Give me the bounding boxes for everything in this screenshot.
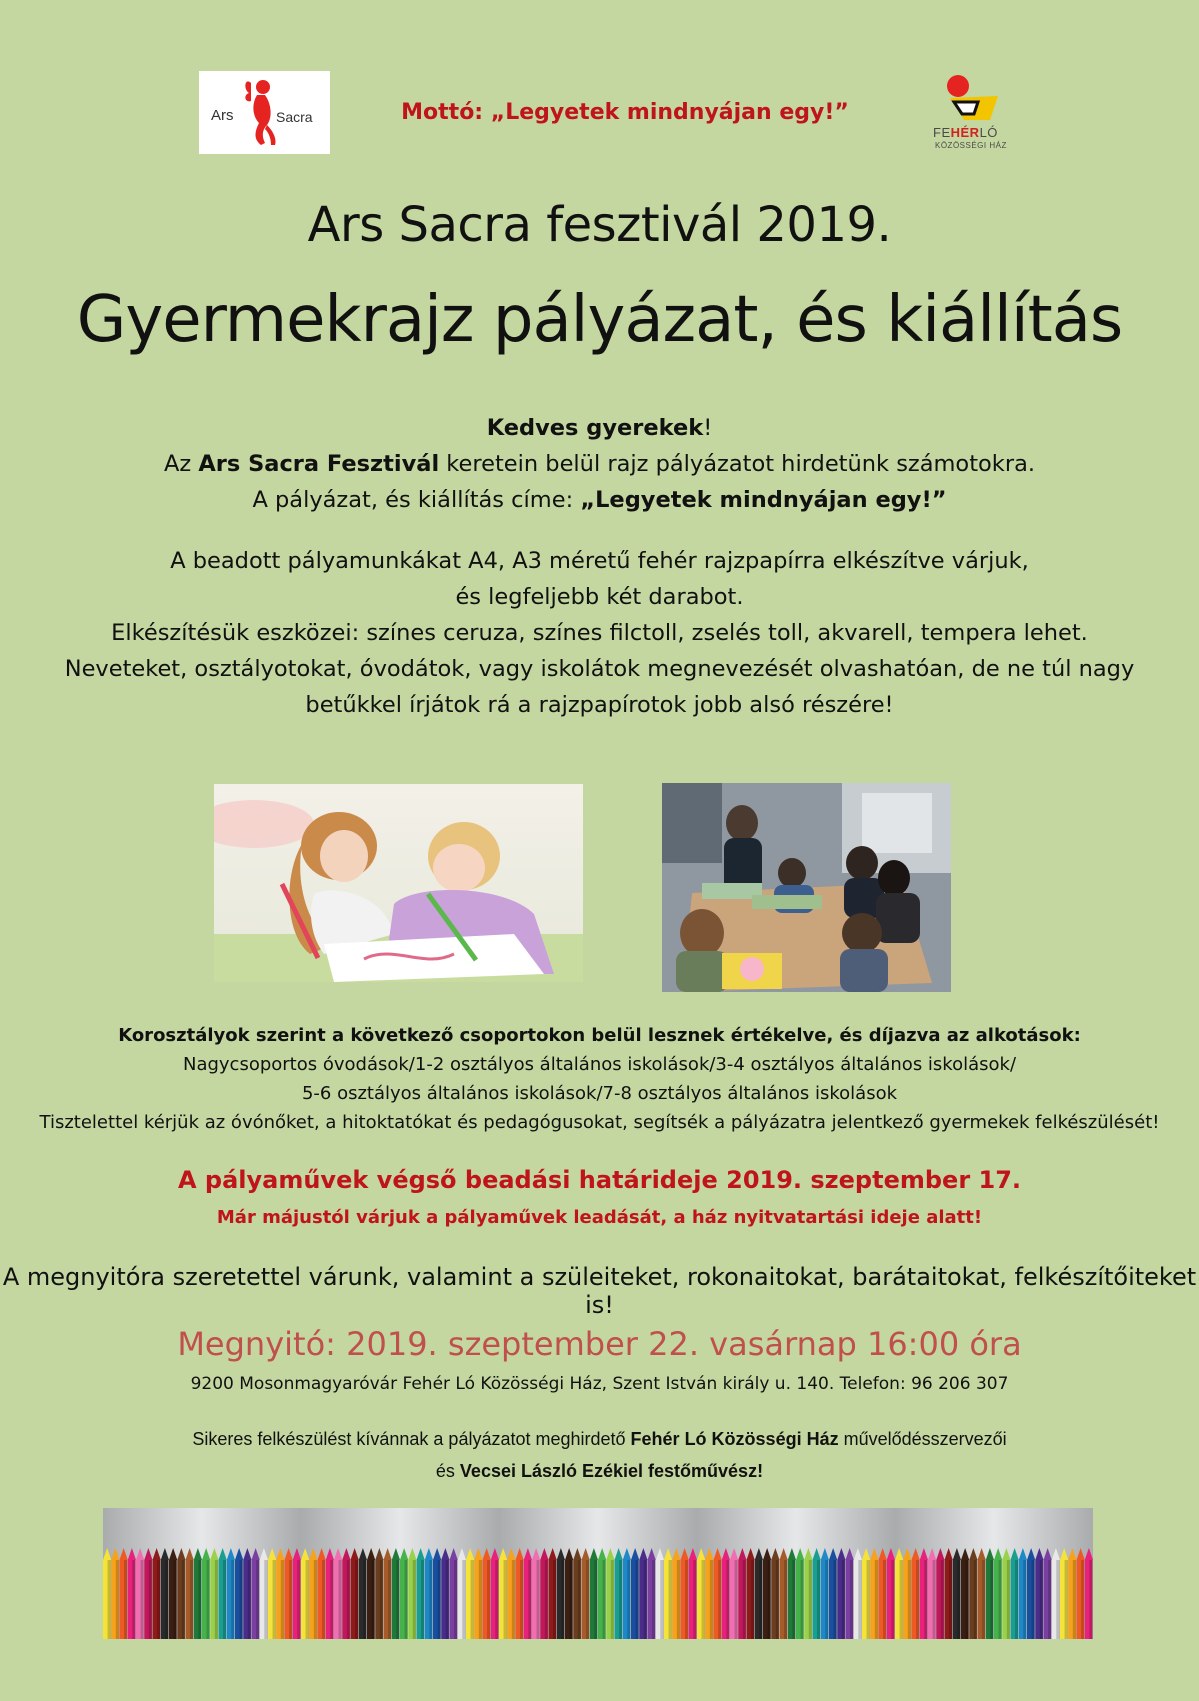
ars-sacra-logo [199,71,330,154]
age-groups-heading: Korosztályok szerint a következő csoportokon belül lesznek értékelve, és díjazva az alkotások: [118,1025,1081,1046]
angel-icon [241,75,281,149]
detail-line: betűkkel írjátok rá a rajzpapírotok jobb alsó részére! [305,692,894,718]
intro-line-2: Az Ars Sacra Fesztivál keretein belül rajz pályázatot hirdetünk számotokra. [163,451,1036,477]
children-drawing-photo [214,784,583,982]
opening-date: Megnyitó: 2019. szeptember 22. vasárnap 16:00 óra [177,1325,1022,1363]
greeting-line: Kedves gyerekek! [486,415,713,441]
feher-lo-logo [920,74,1030,158]
venue-address: 9200 Mosonmagyaróvár Fehér Ló Közösségi Ház, Szent István király u. 140. Telefon: 96 206 307 [190,1374,1009,1394]
contest-title: Gyermekrajz pályázat, és kiállítás [76,283,1123,357]
closing-line-2: és Vecsei László Ezékiel festőművész! [435,1461,764,1481]
festival-title: Ars Sacra fesztivál 2019. [307,197,892,253]
detail-line: Neveteket, osztályotokat, óvodátok, vagy iskolátok megnevezését olvashatóan, de ne túl nagy [64,656,1135,682]
logo-left-word2: Sacra [276,109,313,125]
feher-lo-subtitle: KÖZÖSSÉGI HÁZ [935,141,1007,150]
teacher-request: Tisztelettel kérjük az óvónőket, a hitoktatókat és pedagógusokat, segítsék a pályázatra jelentkező gyermekek felkészülését! [39,1112,1160,1133]
colored-pencils-banner [103,1508,1093,1639]
deadline-sub: Már májustól várjuk a pályaművek leadását, a ház nyitvatartási ideje alatt! [216,1207,983,1228]
detail-line: és legfeljebb két darabot. [455,584,744,610]
deadline-main: A pályaművek végső beadási határideje 2019. szeptember 17. [177,1166,1022,1194]
intro-line-3: A pályázat, és kiállítás címe: „Legyetek mindnyájan egy!” [252,487,947,513]
motto: Mottó: „Legyetek mindnyájan egy!” [401,100,849,125]
age-groups-line-2: 5-6 osztályos általános iskolások/7-8 osztályos általános iskolások [301,1083,898,1104]
closing-block [0,1423,1199,1487]
feher-lo-name: FEHÉRLÓ [933,125,998,140]
logo-left-word1: Ars [211,107,234,124]
details-block [0,543,1199,723]
detail-line: Elkészítésük eszközei: színes ceruza, színes filctoll, zselés toll, akvarell, tempera lehet. [111,620,1088,646]
age-groups-block [0,1021,1199,1137]
invitation-text: A megnyitóra szeretettel várunk, valamint a szüleiteket, rokonaitokat, barátaitokat, felkészítőiteket is! [2,1263,1197,1319]
intro-block [0,410,1199,518]
feher-lo-icon [944,74,1004,124]
closing-line-1: Sikeres felkészülést kívánnak a pályázatot meghirdető Fehér Ló Közösségi Ház művelődésszervezői [192,1429,1007,1449]
age-groups-line-1: Nagycsoportos óvodások/1-2 osztályos általános iskolások/3-4 osztályos általános iskolások/ [182,1054,1017,1075]
group-workshop-photo [662,783,951,992]
detail-line: A beadott pályamunkákat A4, A3 méretű fehér rajzpapírra elkészítve várjuk, [170,548,1029,574]
